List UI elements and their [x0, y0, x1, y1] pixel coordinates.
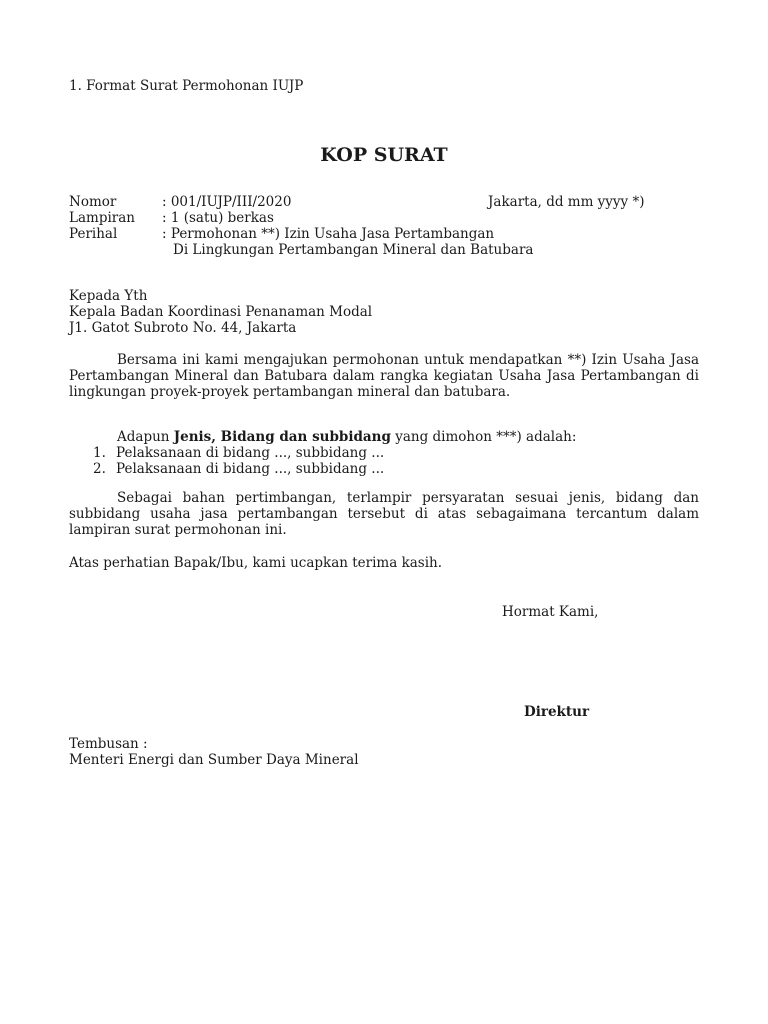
document-heading: 1. Format Surat Permohonan IUJP: [69, 78, 304, 94]
perihal-label: Perihal: [69, 226, 118, 242]
list-item-number: 2.: [93, 461, 106, 477]
signature-greeting: Hormat Kami,: [502, 604, 599, 620]
body-paragraph-2: Sebagai bahan pertimbangan, terlampir persyaratan sesuai jenis, bidang dan subbidang usaha jasa pertambangan tersebut di atas sebagaimana tercantum dalam lampiran surat permohonan ini.: [69, 490, 699, 538]
signature-title: Direktur: [524, 704, 590, 720]
nomor-value: : 001/IUJP/III/2020: [162, 194, 292, 210]
list-item-number: 1.: [93, 445, 106, 461]
jenis-suffix: yang dimohon ***) adalah:: [390, 429, 577, 445]
closing-sentence: Atas perhatian Bapak/Ibu, kami ucapkan terima kasih.: [69, 555, 443, 571]
recipient-line3: J1. Gatot Subroto No. 44, Jakarta: [69, 320, 297, 336]
recipient-line2: Kepala Badan Koordinasi Penanaman Modal: [69, 304, 373, 320]
tembusan-value: Menteri Energi dan Sumber Daya Mineral: [69, 752, 359, 768]
list-item: [93, 461, 384, 477]
nomor-label: Nomor: [69, 194, 117, 210]
jenis-prefix: Adapun: [117, 429, 174, 445]
recipient-line1: Kepada Yth: [69, 288, 148, 304]
jenis-line: [117, 429, 576, 445]
list-item-text: Pelaksanaan di bidang ..., subbidang ...: [116, 445, 385, 461]
perihal-value-line1: : Permohonan **) Izin Usaha Jasa Pertambangan: [162, 226, 495, 242]
body-paragraph-1: Bersama ini kami mengajukan permohonan untuk mendapatkan **) Izin Usaha Jasa Pertambangan Mineral dan Batubara dalam rangka kegiatan Usaha Jasa Pertambangan di lingkungan proyek-proyek pertambangan mineral dan batubara.: [69, 352, 699, 400]
list-item: [93, 445, 384, 461]
letterhead-title: KOP SURAT: [320, 144, 448, 166]
lampiran-label: Lampiran: [69, 210, 135, 226]
jenis-bold: Jenis, Bidang dan subbidang: [173, 429, 391, 445]
tembusan-label: Tembusan :: [69, 736, 148, 752]
lampiran-value: : 1 (satu) berkas: [162, 210, 274, 226]
place-date: Jakarta, dd mm yyyy *): [488, 194, 645, 210]
list-item-text: Pelaksanaan di bidang ..., subbidang ...: [116, 461, 385, 477]
perihal-value-line2: Di Lingkungan Pertambangan Mineral dan Batubara: [173, 242, 534, 258]
